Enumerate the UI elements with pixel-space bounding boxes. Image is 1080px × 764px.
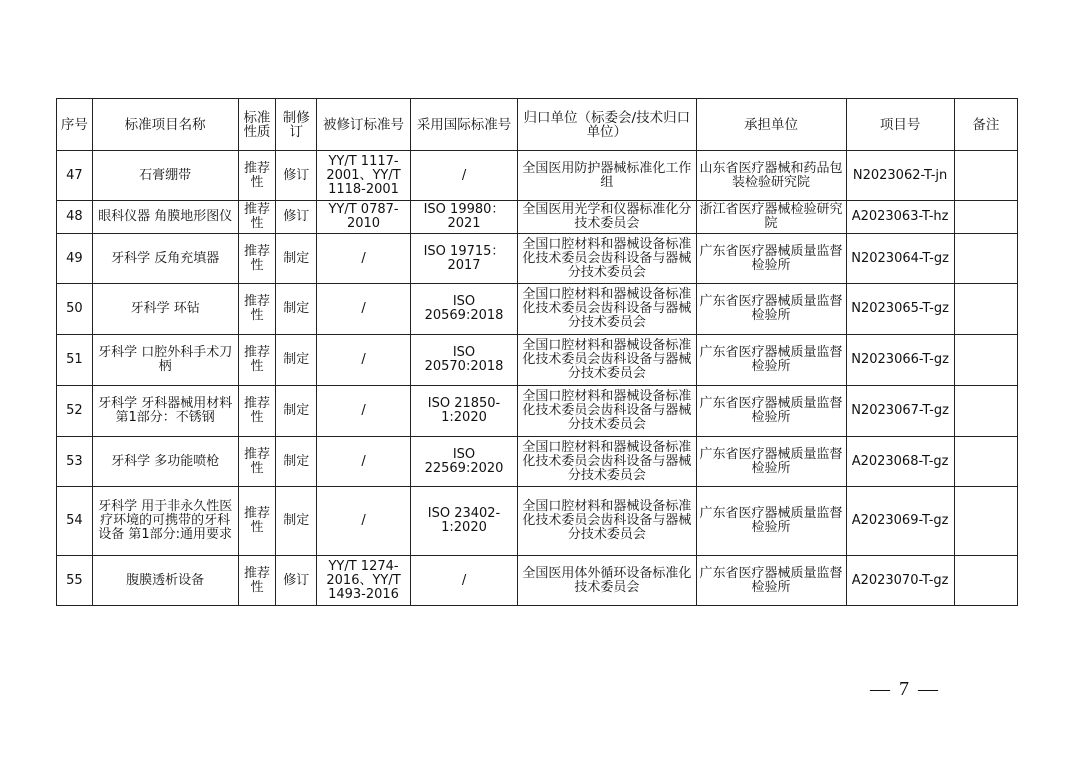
cell-revised: / [317,386,411,437]
cell-type: 制定 [276,335,317,386]
cell-project: N2023066-T-gz [846,335,954,386]
cell-type: 制定 [276,487,317,556]
cell-undertaker: 广东省医疗器械质量监督检验所 [696,284,846,335]
cell-undertaker: 广东省医疗器械质量监督检验所 [696,487,846,556]
header-intl: 采用国际标准号 [410,99,517,151]
cell-type: 制定 [276,234,317,284]
cell-project: A2023063-T-hz [846,201,954,234]
cell-undertaker: 山东省医疗器械和药品包装检验研究院 [696,151,846,201]
table-row [57,437,1018,487]
table-row [57,151,1018,201]
cell-name: 牙科学 反角充填器 [92,234,238,284]
cell-dept: 全国口腔材料和器械设备标准化技术委员会齿科设备与器械分技术委员会 [518,284,697,335]
cell-nature: 推荐性 [238,487,276,556]
cell-project: N2023065-T-gz [846,284,954,335]
cell-revised: YY/T 1274-2016、YY/T 1493-2016 [317,556,411,606]
cell-project: N2023062-T-jn [846,151,954,201]
cell-dept: 全国医用光学和仪器标准化分技术委员会 [518,201,697,234]
cell-name: 牙科学 牙科器械用材料 第1部分：不锈钢 [92,386,238,437]
cell-name: 眼科仪器 角膜地形图仪 [92,201,238,234]
cell-project: A2023068-T-gz [846,437,954,487]
cell-type: 修订 [276,556,317,606]
table-row [57,556,1018,606]
cell-nature: 推荐性 [238,335,276,386]
cell-intl: ISO 23402-1:2020 [410,487,517,556]
cell-intl: / [410,556,517,606]
header-nature: 标准性质 [238,99,276,151]
cell-nature: 推荐性 [238,234,276,284]
cell-project: A2023070-T-gz [846,556,954,606]
cell-dept: 全国医用防护器械标准化工作组 [518,151,697,201]
table-header-row [57,99,1018,151]
cell-nature: 推荐性 [238,437,276,487]
cell-name: 牙科学 环钻 [92,284,238,335]
cell-undertaker: 广东省医疗器械质量监督检验所 [696,386,846,437]
cell-nature: 推荐性 [238,151,276,201]
cell-remark [954,151,1017,201]
cell-project: N2023064-T-gz [846,234,954,284]
cell-revised: / [317,335,411,386]
header-seq: 序号 [57,99,93,151]
cell-type: 制定 [276,386,317,437]
cell-seq: 51 [57,335,93,386]
header-project: 项目号 [846,99,954,151]
cell-type: 制定 [276,284,317,335]
cell-intl: ISO 22569:2020 [410,437,517,487]
cell-intl: ISO 20570:2018 [410,335,517,386]
cell-revised: / [317,437,411,487]
header-undertaker: 承担单位 [696,99,846,151]
cell-dept: 全国口腔材料和器械设备标准化技术委员会齿科设备与器械分技术委员会 [518,487,697,556]
cell-seq: 52 [57,386,93,437]
cell-seq: 54 [57,487,93,556]
cell-undertaker: 广东省医疗器械质量监督检验所 [696,234,846,284]
cell-project: N2023067-T-gz [846,386,954,437]
header-revised: 被修订标准号 [317,99,411,151]
cell-remark [954,487,1017,556]
cell-name: 牙科学 口腔外科手术刀柄 [92,335,238,386]
cell-seq: 53 [57,437,93,487]
cell-revised: YY/T 0787-2010 [317,201,411,234]
cell-revised: YY/T 1117-2001、YY/T 1118-2001 [317,151,411,201]
cell-remark [954,386,1017,437]
page-number: — 7 — [870,678,940,700]
cell-revised: / [317,234,411,284]
cell-remark [954,335,1017,386]
cell-remark [954,234,1017,284]
cell-name: 石膏绷带 [92,151,238,201]
table-row [57,335,1018,386]
header-name: 标准项目名称 [92,99,238,151]
cell-seq: 55 [57,556,93,606]
cell-dept: 全国口腔材料和器械设备标准化技术委员会齿科设备与器械分技术委员会 [518,386,697,437]
cell-intl: ISO 19715：2017 [410,234,517,284]
header-dept: 归口单位（标委会/技术归口单位） [518,99,697,151]
cell-type: 修订 [276,201,317,234]
cell-undertaker: 浙江省医疗器械检验研究院 [696,201,846,234]
cell-remark [954,437,1017,487]
cell-dept: 全国口腔材料和器械设备标准化技术委员会齿科设备与器械分技术委员会 [518,234,697,284]
table-row [57,234,1018,284]
cell-revised: / [317,284,411,335]
cell-seq: 49 [57,234,93,284]
cell-seq: 47 [57,151,93,201]
cell-name: 腹膜透析设备 [92,556,238,606]
cell-intl: / [410,151,517,201]
cell-dept: 全国口腔材料和器械设备标准化技术委员会齿科设备与器械分技术委员会 [518,335,697,386]
cell-intl: ISO 19980：2021 [410,201,517,234]
table-row [57,284,1018,335]
table-row [57,201,1018,234]
cell-undertaker: 广东省医疗器械质量监督检验所 [696,437,846,487]
table-row [57,487,1018,556]
cell-nature: 推荐性 [238,201,276,234]
cell-seq: 48 [57,201,93,234]
cell-seq: 50 [57,284,93,335]
cell-remark [954,556,1017,606]
cell-nature: 推荐性 [238,556,276,606]
cell-dept: 全国口腔材料和器械设备标准化技术委员会齿科设备与器械分技术委员会 [518,437,697,487]
cell-intl: ISO 21850-1:2020 [410,386,517,437]
cell-nature: 推荐性 [238,386,276,437]
cell-nature: 推荐性 [238,284,276,335]
cell-type: 制定 [276,437,317,487]
standards-table [56,98,1018,606]
table-row [57,386,1018,437]
header-remark: 备注 [954,99,1017,151]
cell-name: 牙科学 用于非永久性医疗环境的可携带的牙科设备 第1部分:通用要求 [92,487,238,556]
cell-remark [954,284,1017,335]
cell-dept: 全国医用体外循环设备标准化技术委员会 [518,556,697,606]
cell-undertaker: 广东省医疗器械质量监督检验所 [696,335,846,386]
cell-intl: ISO 20569:2018 [410,284,517,335]
cell-name: 牙科学 多功能喷枪 [92,437,238,487]
cell-remark [954,201,1017,234]
cell-undertaker: 广东省医疗器械质量监督检验所 [696,556,846,606]
cell-type: 修订 [276,151,317,201]
header-type: 制修订 [276,99,317,151]
cell-revised: / [317,487,411,556]
cell-project: A2023069-T-gz [846,487,954,556]
